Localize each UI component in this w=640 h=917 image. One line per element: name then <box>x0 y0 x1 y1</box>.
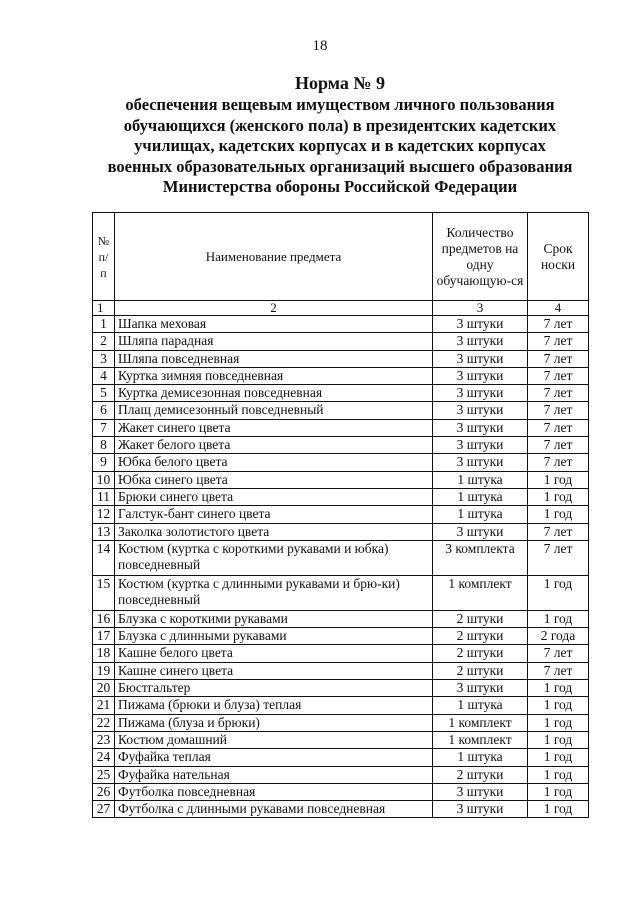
table-row <box>93 714 589 731</box>
header-quantity: Количество предметов на одну обучающую-ся <box>433 213 528 301</box>
item-name: Пижама (брюки и блуза) теплая <box>115 697 433 714</box>
item-name: Шапка меховая <box>115 316 433 333</box>
item-quantity: 2 штуки <box>433 628 528 645</box>
table-row <box>93 749 589 766</box>
item-quantity: 3 штуки <box>433 350 528 367</box>
item-name: Брюки синего цвета <box>115 488 433 505</box>
row-number: 11 <box>93 488 115 505</box>
table-row <box>93 575 589 610</box>
item-name: Костюм домашний <box>115 731 433 748</box>
item-quantity: 3 штуки <box>433 419 528 436</box>
table-header-row <box>93 213 589 301</box>
item-quantity: 3 штуки <box>433 783 528 800</box>
table-row <box>93 367 589 384</box>
row-number: 13 <box>93 523 115 540</box>
column-index: 2 <box>115 301 433 316</box>
item-name: Фуфайка теплая <box>115 749 433 766</box>
item-wear-term: 7 лет <box>528 523 589 540</box>
table-row <box>93 628 589 645</box>
item-wear-term: 1 год <box>528 766 589 783</box>
table-row <box>93 437 589 454</box>
title-line: военных образовательных организаций высшего образования <box>107 156 573 176</box>
item-wear-term: 7 лет <box>528 645 589 662</box>
item-name: Фуфайка нательная <box>115 766 433 783</box>
item-quantity: 3 комплекта <box>433 540 528 575</box>
item-name: Пижама (блуза и брюки) <box>115 714 433 731</box>
item-wear-term: 7 лет <box>528 437 589 454</box>
item-wear-term: 7 лет <box>528 662 589 679</box>
row-number: 23 <box>93 731 115 748</box>
item-wear-term: 7 лет <box>528 350 589 367</box>
table-row <box>93 680 589 697</box>
column-index: 4 <box>528 301 589 316</box>
column-index: 1 <box>93 301 115 316</box>
row-number: 16 <box>93 610 115 627</box>
item-name: Костюм (куртка с длинными рукавами и брю-ки) повседневный <box>115 575 433 610</box>
row-number: 10 <box>93 471 115 488</box>
item-wear-term: 7 лет <box>528 385 589 402</box>
table-row <box>93 419 589 436</box>
item-wear-term: 1 год <box>528 680 589 697</box>
item-name: Заколка золотистого цвета <box>115 523 433 540</box>
row-number: 27 <box>93 801 115 818</box>
document-title <box>60 72 620 198</box>
table-row <box>93 350 589 367</box>
item-quantity: 3 штуки <box>433 402 528 419</box>
item-name: Кашне синего цвета <box>115 662 433 679</box>
item-wear-term: 7 лет <box>528 316 589 333</box>
item-quantity: 3 штуки <box>433 367 528 384</box>
column-index: 3 <box>433 301 528 316</box>
row-number: 17 <box>93 628 115 645</box>
item-name: Шляпа парадная <box>115 333 433 350</box>
item-quantity: 1 комплект <box>433 731 528 748</box>
item-wear-term: 1 год <box>528 783 589 800</box>
item-quantity: 3 штуки <box>433 801 528 818</box>
item-quantity: 1 штука <box>433 749 528 766</box>
row-number: 14 <box>93 540 115 575</box>
item-wear-term: 7 лет <box>528 333 589 350</box>
item-wear-term: 7 лет <box>528 367 589 384</box>
row-number: 7 <box>93 419 115 436</box>
table-row <box>93 333 589 350</box>
item-name: Блузка с длинными рукавами <box>115 628 433 645</box>
item-wear-term: 1 год <box>528 714 589 731</box>
item-wear-term: 7 лет <box>528 454 589 471</box>
item-wear-term: 1 год <box>528 697 589 714</box>
table-row <box>93 506 589 523</box>
row-number: 21 <box>93 697 115 714</box>
item-wear-term: 7 лет <box>528 402 589 419</box>
table-row <box>93 385 589 402</box>
table-row <box>93 402 589 419</box>
norm-table <box>92 212 589 818</box>
item-wear-term: 1 год <box>528 575 589 610</box>
row-number: 2 <box>93 333 115 350</box>
item-quantity: 2 штуки <box>433 645 528 662</box>
item-wear-term: 1 год <box>528 801 589 818</box>
item-quantity: 2 штуки <box>433 610 528 627</box>
item-quantity: 1 штука <box>433 488 528 505</box>
table-row <box>93 471 589 488</box>
row-number: 9 <box>93 454 115 471</box>
table-row <box>93 610 589 627</box>
row-number: 1 <box>93 316 115 333</box>
table-row <box>93 697 589 714</box>
title-line: Министерства обороны Российской Федерации <box>162 177 518 196</box>
table-row <box>93 783 589 800</box>
item-name: Костюм (куртка с короткими рукавами и юбка) повседневный <box>115 540 433 575</box>
item-wear-term: 1 год <box>528 731 589 748</box>
item-name: Юбка синего цвета <box>115 471 433 488</box>
title-line: обучающихся (женского пола) в президентских кадетских <box>123 115 557 135</box>
row-number: 19 <box>93 662 115 679</box>
table-row <box>93 662 589 679</box>
row-number: 15 <box>93 575 115 610</box>
row-number: 25 <box>93 766 115 783</box>
item-name: Юбка белого цвета <box>115 454 433 471</box>
row-number: 26 <box>93 783 115 800</box>
table-row <box>93 645 589 662</box>
title-line: обеспечения вещевым имуществом личного пользования <box>125 95 555 114</box>
item-name: Галстук-бант синего цвета <box>115 506 433 523</box>
norm-heading: Норма № 9 <box>295 73 385 93</box>
item-name: Бюстгальтер <box>115 680 433 697</box>
header-item-name: Наименование предмета <box>115 213 433 301</box>
item-quantity: 2 штуки <box>433 766 528 783</box>
row-number: 4 <box>93 367 115 384</box>
item-quantity: 3 штуки <box>433 454 528 471</box>
table-row <box>93 801 589 818</box>
item-wear-term: 1 год <box>528 749 589 766</box>
table-row <box>93 731 589 748</box>
table-row <box>93 540 589 575</box>
item-wear-term: 1 год <box>528 610 589 627</box>
header-number: № п/п <box>93 213 115 301</box>
item-name: Куртка демисезонная повседневная <box>115 385 433 402</box>
item-wear-term: 1 год <box>528 506 589 523</box>
title-line: училищах, кадетских корпусах и в кадетских корпусах <box>134 136 546 155</box>
item-name: Жакет синего цвета <box>115 419 433 436</box>
row-number: 22 <box>93 714 115 731</box>
row-number: 20 <box>93 680 115 697</box>
page-number: 18 <box>312 38 328 54</box>
row-number: 5 <box>93 385 115 402</box>
item-name: Плащ демисезонный повседневный <box>115 402 433 419</box>
item-quantity: 3 штуки <box>433 316 528 333</box>
row-number: 18 <box>93 645 115 662</box>
item-quantity: 1 штука <box>433 697 528 714</box>
column-index-row <box>93 301 589 316</box>
item-quantity: 3 штуки <box>433 333 528 350</box>
row-number: 8 <box>93 437 115 454</box>
row-number: 6 <box>93 402 115 419</box>
item-name: Футболка повседневная <box>115 783 433 800</box>
header-wear-term: Срок носки <box>528 213 589 301</box>
item-wear-term: 2 года <box>528 628 589 645</box>
item-wear-term: 1 год <box>528 471 589 488</box>
row-number: 24 <box>93 749 115 766</box>
item-quantity: 3 штуки <box>433 385 528 402</box>
item-wear-term: 7 лет <box>528 419 589 436</box>
item-quantity: 1 штука <box>433 471 528 488</box>
item-name: Жакет белого цвета <box>115 437 433 454</box>
row-number: 12 <box>93 506 115 523</box>
item-name: Футболка с длинными рукавами повседневная <box>115 801 433 818</box>
table-row <box>93 523 589 540</box>
table-row <box>93 316 589 333</box>
table-row <box>93 488 589 505</box>
item-quantity: 1 комплект <box>433 575 528 610</box>
item-quantity: 2 штуки <box>433 662 528 679</box>
item-quantity: 1 комплект <box>433 714 528 731</box>
item-quantity: 3 штуки <box>433 523 528 540</box>
table-row <box>93 766 589 783</box>
item-quantity: 1 штука <box>433 506 528 523</box>
item-name: Шляпа повседневная <box>115 350 433 367</box>
table-body <box>93 316 589 818</box>
item-wear-term: 7 лет <box>528 540 589 575</box>
item-quantity: 3 штуки <box>433 680 528 697</box>
item-quantity: 3 штуки <box>433 437 528 454</box>
row-number: 3 <box>93 350 115 367</box>
item-name: Блузка с короткими рукавами <box>115 610 433 627</box>
item-wear-term: 1 год <box>528 488 589 505</box>
item-name: Куртка зимняя повседневная <box>115 367 433 384</box>
item-name: Кашне белого цвета <box>115 645 433 662</box>
table-row <box>93 454 589 471</box>
